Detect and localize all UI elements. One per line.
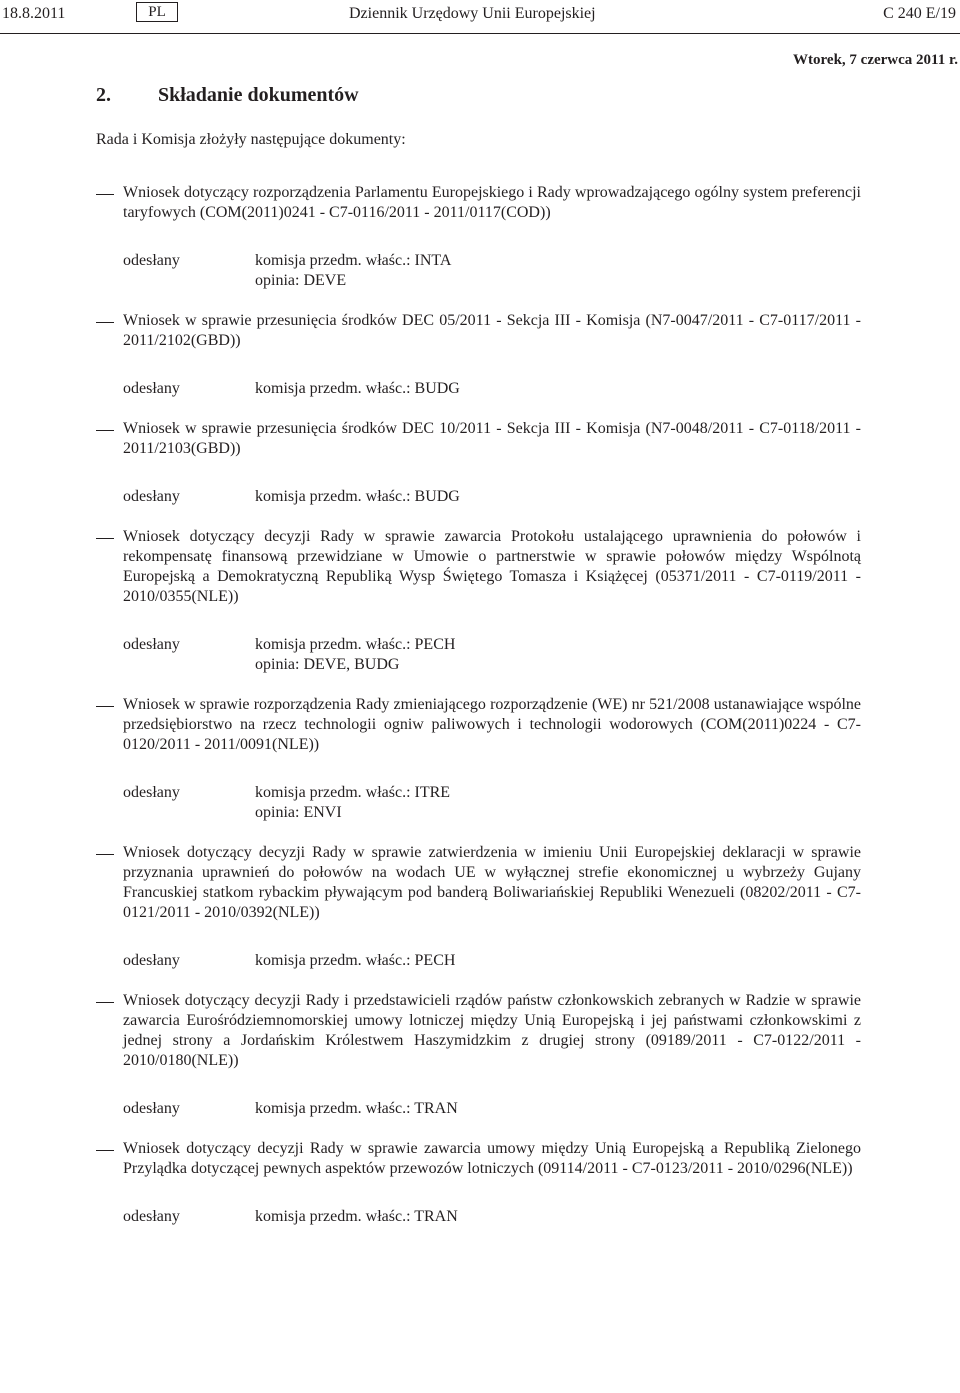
lead-committee: komisja przedm. właśc.: INTA xyxy=(255,252,452,269)
referral-block xyxy=(123,379,960,399)
committee-list xyxy=(255,783,450,823)
referral-label: odesłany xyxy=(123,1100,180,1117)
em-dash-bullet xyxy=(96,854,114,855)
document-description xyxy=(123,183,861,223)
committee-list xyxy=(255,251,451,291)
lead-committee: komisja przedm. właśc.: TRAN xyxy=(255,1100,458,1117)
referral-label: odesłany xyxy=(123,380,180,397)
document-text: Wniosek dotyczący decyzji Rady i przedstawicieli rządów państw członkowskich zebranych w Radzie w sprawie zawarcia Eurośródziemnomorskiej umowy lotniczej między Unią Europejską i jej państwami członkowskimi z jednej strony a Jordańskim Królestwem Haszymidzkim z drugiej strony (09189/2011 - C7-0122/2011 - 2010/0180(NLE)) xyxy=(123,992,861,1069)
committee-list xyxy=(255,1207,458,1227)
language-badge: PL xyxy=(136,2,178,22)
lead-committee: komisja przedm. właśc.: BUDG xyxy=(255,380,460,397)
referral-block xyxy=(123,1099,960,1119)
referral-label: odesłany xyxy=(123,1208,180,1225)
sitting-date: Wtorek, 7 czerwca 2011 r. xyxy=(793,52,958,68)
document-text: Wniosek w sprawie rozporządzenia Rady zmieniającego rozporządzenie (WE) nr 521/2008 ustanawiające wspólne przedsiębiorstwo na rzecz technologii ogniw paliwowych i technologii wodorowych (COM(2011)0224 - C7-0120/2011 - 2011/0091(NLE)) xyxy=(123,696,861,753)
referral-block xyxy=(123,1207,960,1227)
publication-date: 18.8.2011 xyxy=(2,5,66,22)
referral-block xyxy=(123,487,960,507)
em-dash-bullet xyxy=(96,194,114,195)
journal-title: Dziennik Urzędowy Unii Europejskiej xyxy=(349,5,596,22)
header-rule xyxy=(0,33,960,34)
document-description xyxy=(123,1139,861,1179)
referral-block xyxy=(123,951,960,971)
document-item xyxy=(0,991,960,1119)
referral-label: odesłany xyxy=(123,636,180,653)
committee-list xyxy=(255,635,455,675)
document-text: Wniosek w sprawie przesunięcia środków DEC 05/2011 - Sekcja III - Komisja (N7-0047/2011 - C7-0117/2011 - 2011/2102(GBD)) xyxy=(123,312,861,349)
opinion-committee: opinia: DEVE, BUDG xyxy=(255,656,400,673)
document-text: Wniosek dotyczący decyzji Rady w sprawie zawarcia umowy między Unią Europejską a Republiką Zielonego Przylądka dotyczącej pewnych aspektów przewozów lotniczych (09114/2011 - C7-0123/2011 - 2010/0296(NLE)) xyxy=(123,1140,861,1177)
referral-label: odesłany xyxy=(123,488,180,505)
referral-block xyxy=(123,783,960,823)
document-text: Wniosek w sprawie przesunięcia środków DEC 10/2011 - Sekcja III - Komisja (N7-0048/2011 - C7-0118/2011 - 2011/2103(GBD)) xyxy=(123,420,861,457)
document-description xyxy=(123,843,861,923)
em-dash-bullet xyxy=(96,706,114,707)
section-title: Składanie dokumentów xyxy=(158,84,359,106)
em-dash-bullet xyxy=(96,1150,114,1151)
document-list xyxy=(0,183,960,1247)
committee-list xyxy=(255,1099,458,1119)
committee-list xyxy=(255,487,460,507)
document-text: Wniosek dotyczący decyzji Rady w sprawie zatwierdzenia w imieniu Unii Europejskiej deklaracji w sprawie przyznania uprawnień do połowów na wodach UE w wyłącznej strefie ekonomicznej u wybrzeży Gujany Francuskiej statkom rybackim pływającym pod banderą Boliwariańskiej Republiki Wenezueli (08202/2011 - C7-0121/2011 - 2010/0392(NLE)) xyxy=(123,844,861,921)
document-item xyxy=(0,695,960,823)
em-dash-bullet xyxy=(96,538,114,539)
intro-text: Rada i Komisja złożyły następujące dokumenty: xyxy=(96,131,406,148)
referral-block xyxy=(123,635,960,675)
section-number: 2. xyxy=(96,84,111,106)
page-header xyxy=(0,0,960,30)
lead-committee: komisja przedm. właśc.: PECH xyxy=(255,952,456,969)
referral-label: odesłany xyxy=(123,952,180,969)
em-dash-bullet xyxy=(96,1002,114,1003)
document-item xyxy=(0,527,960,675)
section-heading xyxy=(96,84,359,107)
document-text: Wniosek dotyczący rozporządzenia Parlamentu Europejskiego i Rady wprowadzającego ogólny system preferencji taryfowych (COM(2011)0241 - C7-0116/2011 - 2011/0117(COD)) xyxy=(123,184,861,221)
page-reference: C 240 E/19 xyxy=(883,5,956,22)
document-item xyxy=(0,843,960,971)
opinion-committee: opinia: ENVI xyxy=(255,804,342,821)
committee-list xyxy=(255,379,460,399)
document-description xyxy=(123,695,861,755)
document-item xyxy=(0,1139,960,1227)
referral-label: odesłany xyxy=(123,784,180,801)
document-description xyxy=(123,311,861,351)
document-description xyxy=(123,419,861,459)
em-dash-bullet xyxy=(96,430,114,431)
lead-committee: komisja przedm. właśc.: ITRE xyxy=(255,784,451,801)
em-dash-bullet xyxy=(96,322,114,323)
opinion-committee: opinia: DEVE xyxy=(255,272,347,289)
referral-block xyxy=(123,251,960,291)
document-item xyxy=(0,183,960,291)
lead-committee: komisja przedm. właśc.: TRAN xyxy=(255,1208,458,1225)
document-text: Wniosek dotyczący decyzji Rady w sprawie zawarcia Protokołu ustalającego uprawnienia do połowów i rekompensatę finansową przewidziane w Umowie o partnerstwie w sprawie połowów między Wspólnotą Europejską a Demokratyczną Republiką Wysp Świętego Tomasza i Książęcej (05371/2011 - C7-0119/2011 - 2010/0355(NLE)) xyxy=(123,528,861,605)
lead-committee: komisja przedm. właśc.: PECH xyxy=(255,636,456,653)
document-item xyxy=(0,311,960,399)
committee-list xyxy=(255,951,455,971)
referral-label: odesłany xyxy=(123,252,180,269)
document-description xyxy=(123,991,861,1071)
lead-committee: komisja przedm. właśc.: BUDG xyxy=(255,488,460,505)
document-item xyxy=(0,419,960,507)
document-description xyxy=(123,527,861,607)
